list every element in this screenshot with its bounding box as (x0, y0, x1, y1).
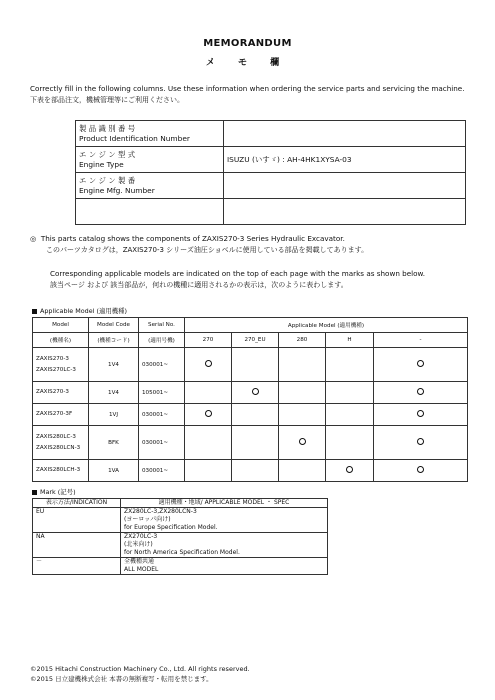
model-name: ZAXIS270-3 (36, 355, 69, 362)
mark-spec-line: ZX280LC-3,ZX280LCN-3 (124, 508, 197, 515)
applicable-mark-cell (326, 404, 374, 426)
id-label: エ ン ジ ン 型 式 Engine Type (76, 147, 224, 173)
model-name: ZAXIS270-3 (36, 389, 69, 395)
models-note-jp: 該当ページ および 該当部品が，何れの機種に適用されるかの表示は，次のように表わします。 (50, 281, 348, 289)
mark-spec-line: (ヨーロッパ向け) (124, 516, 171, 523)
model-code: 1VJ (89, 404, 139, 426)
circle-mark-icon (205, 410, 212, 417)
col-code: Model Code (89, 318, 139, 333)
serial-no: 030001~ (139, 404, 185, 426)
catalog-note-jp: このパーツカタログは，ZAXIS270-3 シリーズ油圧ショベルに使用している部品を掲載してあります。 (46, 246, 369, 254)
model-name: ZAXIS270-3F (36, 411, 73, 417)
model-code: BFK (89, 426, 139, 460)
circle-mark-icon (299, 438, 306, 445)
table-row (33, 382, 468, 404)
applicable-mark-cell (326, 348, 374, 382)
circle-mark-icon (417, 360, 424, 367)
square-bullet-icon (32, 309, 37, 314)
model-code: 1V4 (89, 382, 139, 404)
product-id-table (75, 120, 466, 225)
mark-indication: NA (33, 533, 121, 558)
col-model: Model (33, 318, 89, 333)
id-row (76, 121, 466, 147)
applicable-mark-cell (185, 348, 232, 382)
applicable-heading: Applicable Model (適用機種) (32, 306, 127, 315)
applicable-mark-cell (374, 382, 468, 404)
serial-no: 030001~ (139, 348, 185, 382)
applicable-mark-cell (279, 348, 326, 382)
applicable-mark-cell (279, 426, 326, 460)
applicable-mark-cell (232, 426, 279, 460)
table-row (33, 460, 468, 482)
model-cell (33, 348, 89, 382)
intro-jp: 下表を部品注文，機械管理等にご利用ください。 (30, 96, 184, 104)
table-row (33, 404, 468, 426)
applicable-mark-cell (326, 426, 374, 460)
col-applicable: Applicable Model (適用機種) (185, 318, 468, 333)
intro-en: Correctly fill in the following columns. Use these information when ordering the service parts and servicing the machine. (30, 84, 465, 93)
id-row (76, 173, 466, 199)
circle-mark-icon (417, 466, 424, 473)
applicable-mark-cell (185, 404, 232, 426)
model-code: 1V4 (89, 348, 139, 382)
id-row (76, 147, 466, 173)
models-note-en: Corresponding applicable models are indicated on the top of each page with the marks as shown below. (50, 269, 426, 278)
applicable-mark-cell (232, 404, 279, 426)
mark-col-indication: 表示方法/INDICATION (33, 499, 121, 508)
circle-mark-icon (346, 466, 353, 473)
mark-spec-line: for North America Specification Model. (124, 549, 240, 556)
applicable-mark-cell (326, 382, 374, 404)
model-code: 1VA (89, 460, 139, 482)
model-cell (33, 426, 89, 460)
applicable-mark-cell (374, 404, 468, 426)
id-value (224, 121, 466, 147)
applicable-mark-cell (232, 348, 279, 382)
model-cell (33, 460, 89, 482)
table-row (33, 508, 328, 533)
model-name: ZAXIS280LCN-3 (36, 444, 81, 451)
id-value (224, 173, 466, 199)
footer-copyright-jp: ©2015 日立建機株式会社 本書の無断複写・転用を禁じます。 (30, 675, 213, 683)
applicable-mark-cell (279, 404, 326, 426)
applicable-mark-cell (374, 348, 468, 382)
circle-mark-icon (252, 388, 259, 395)
circle-mark-icon (417, 388, 424, 395)
applicable-mark-cell (279, 382, 326, 404)
applicable-col-header: H (326, 333, 374, 348)
serial-no: 105001~ (139, 382, 185, 404)
model-cell (33, 382, 89, 404)
id-label: 製 品 識 別 番 号 Product Identification Number (76, 121, 224, 147)
table-row (33, 533, 328, 558)
mark-table (32, 498, 328, 575)
applicable-mark-cell (232, 460, 279, 482)
id-label: エ ン ジ ン 製 番 Engine Mfg. Number (76, 173, 224, 199)
mark-spec-line: ALL MODEL (124, 566, 159, 573)
circle-mark-icon (205, 360, 212, 367)
col-model-jp: (機種名) (33, 333, 89, 348)
id-value: ISUZU (いすゞ) : AH-4HK1XYSA-03 (224, 147, 466, 173)
applicable-col-header: 270_EU (232, 333, 279, 348)
applicable-mark-cell (279, 460, 326, 482)
square-bullet-icon (32, 490, 37, 495)
model-name: ZAXIS280LC-3 (36, 433, 76, 440)
id-row (76, 199, 466, 225)
table-row (33, 426, 468, 460)
applicable-mark-cell (374, 460, 468, 482)
applicable-model-table (32, 317, 468, 482)
mark-indication: － (33, 558, 121, 575)
applicable-mark-cell (374, 426, 468, 460)
id-label (76, 199, 224, 225)
circle-mark-icon (417, 438, 424, 445)
mark-spec-line: 全機種共通 (124, 558, 155, 565)
model-name: ZAXIS280LCH-3 (36, 467, 81, 473)
id-value (224, 199, 466, 225)
applicable-mark-cell (185, 382, 232, 404)
catalog-note-en: ◎ This parts catalog shows the components of ZAXIS270-3 Series Hydraulic Excavator. (30, 234, 345, 243)
col-serial: Serial No. (139, 318, 185, 333)
mark-spec-line: ZX270LC-3 (124, 533, 158, 540)
applicable-mark-cell (185, 426, 232, 460)
mark-indication: EU (33, 508, 121, 533)
mark-spec-line: for Europe Specification Model. (124, 524, 218, 531)
mark-col-spec: 適用機種・地域/ APPLICABLE MODEL ・ SPEC (121, 499, 328, 508)
circle-mark-icon (417, 410, 424, 417)
mark-spec (121, 508, 328, 533)
serial-no: 030001~ (139, 460, 185, 482)
serial-no: 030001~ (139, 426, 185, 460)
mark-spec (121, 533, 328, 558)
applicable-mark-cell (326, 460, 374, 482)
page-subtitle: メ モ 欄 (205, 58, 290, 68)
page-title: MEMORANDUM (203, 38, 292, 49)
col-code-jp: (機種コード) (89, 333, 139, 348)
table-row (33, 348, 468, 382)
col-serial-jp: (適用号機) (139, 333, 185, 348)
applicable-col-header: 270 (185, 333, 232, 348)
mark-heading: Mark (記号) (32, 487, 76, 496)
model-name: ZAXIS270LC-3 (36, 366, 76, 373)
footer-copyright-en: ©2015 Hitachi Construction Machinery Co., Ltd. All rights reserved. (30, 665, 250, 673)
applicable-mark-cell (232, 382, 279, 404)
applicable-col-header: - (374, 333, 468, 348)
table-row (33, 558, 328, 575)
applicable-col-header: 280 (279, 333, 326, 348)
model-cell (33, 404, 89, 426)
mark-spec-line: (北米向け) (124, 541, 153, 548)
mark-spec (121, 558, 328, 575)
double-circle-icon: ◎ (30, 234, 37, 243)
applicable-mark-cell (185, 460, 232, 482)
